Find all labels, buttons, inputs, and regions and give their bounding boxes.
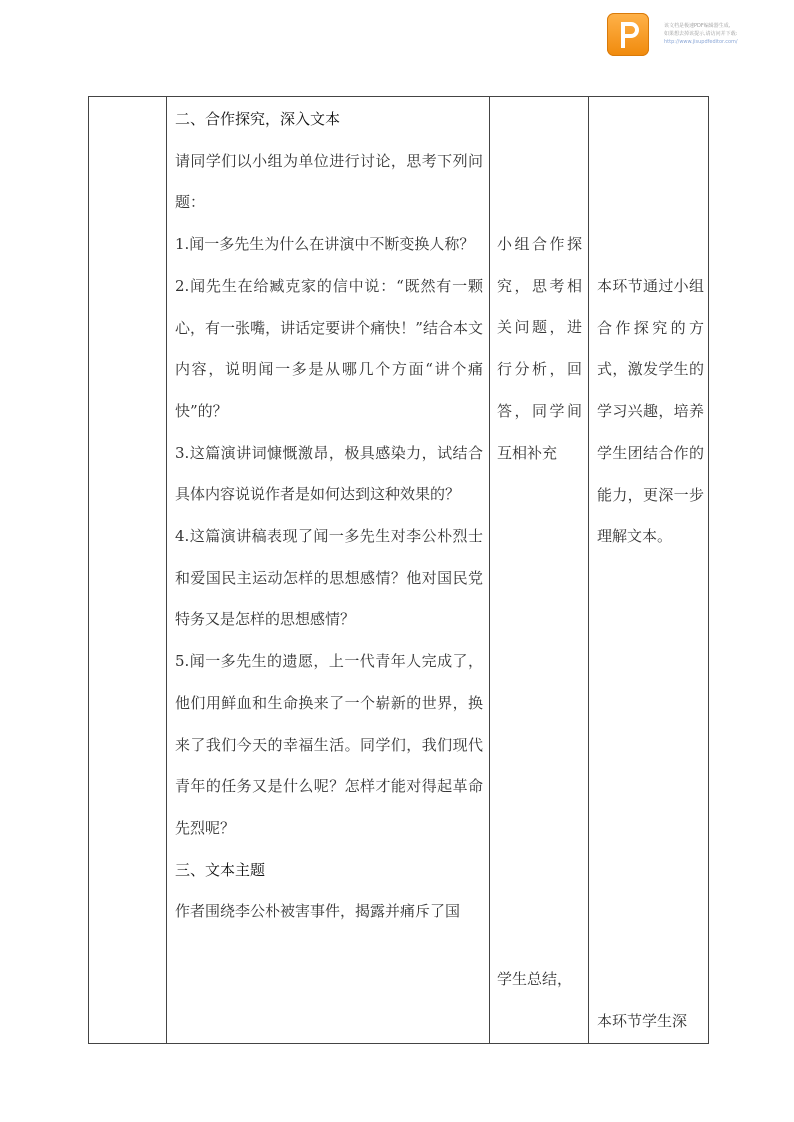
- discussion-intro: 请同学们以小组为单位进行讨论，思考下列问题：: [175, 151, 483, 212]
- question-4: 4.这篇演讲稿表现了闻一多先生对李公朴烈士和爱国民主运动怎样的思想感情？他对国民党特务又是怎样的思想感情？: [175, 527, 483, 629]
- table-row: [89, 97, 709, 1044]
- teaching-content-cell: [167, 97, 490, 1044]
- watermark-line-2: 如果想去掉该提示,请访问并下载:: [664, 31, 738, 37]
- student-activity-text: 小组合作探究，思考相关问题，进行分析，回答，同学间互相补充: [497, 235, 582, 462]
- watermark-line-1: 该文档是极速PDF编辑器生成,: [664, 23, 731, 29]
- question-2: 2.闻先生在给臧克家的信中说：“既然有一颗心，有一张嘴，讲话定要讲个痛快！”结合本文内容，说明闻一多是从哪几个方面“讲个痛快”的？: [175, 276, 483, 420]
- design-intent-next-text: 本环节学生深: [597, 1011, 688, 1030]
- design-intent-cell: [589, 97, 709, 1044]
- question-3: 3.这篇演讲词慷慨激昂，极具感染力，试结合具体内容说说作者是如何达到这种效果的？: [175, 443, 483, 504]
- jisu-pdf-logo: [607, 13, 649, 56]
- section-heading-cooperative-inquiry: 二、合作探究，深入文本: [175, 110, 341, 128]
- teaching-stage-cell: [89, 97, 167, 1044]
- watermark-url: http://www.jisupdfeditor.com/: [664, 39, 738, 45]
- theme-text: 作者围绕李公朴被害事件，揭露并痛斥了国: [175, 902, 461, 921]
- question-5: 5.闻一多先生的遗愿，上一代青年人完成了，他们用鲜血和生命换来了一个崭新的世界，换来了我们今天的幸福生活。同学们，我们现代青年的任务又是什么呢？怎样才能对得起革命先烈呢？: [175, 652, 483, 837]
- question-1: 1.闻一多先生为什么在讲演中不断变换人称？: [175, 235, 475, 254]
- design-intent-text: 本环节通过小组合作探究的方式，激发学生的学习兴趣，培养学生团结合作的能力，更深一步理解文本。: [597, 277, 704, 546]
- student-summary-text: 学生总结，: [497, 970, 573, 989]
- lesson-plan-table: [88, 96, 709, 1044]
- watermark-text: [664, 22, 789, 46]
- section-heading-text-theme: 三、文本主题: [175, 860, 266, 879]
- student-activity-cell: [490, 97, 589, 1044]
